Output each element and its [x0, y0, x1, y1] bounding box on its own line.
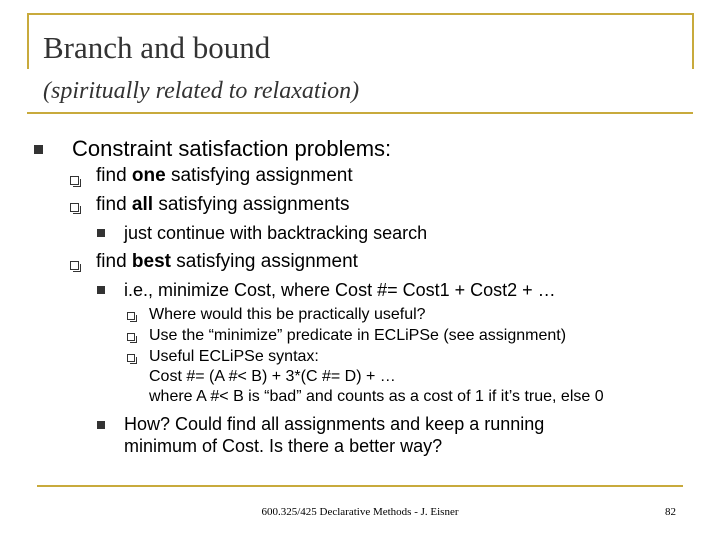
bullet-level3-minimize: i.e., minimize Cost, where Cost #= Cost1 + Cost2 + … — [124, 280, 556, 300]
bullet-square-icon — [97, 229, 105, 237]
title-frame-right — [692, 13, 694, 69]
title-divider — [27, 112, 693, 114]
bullet-square-icon — [97, 421, 105, 429]
page-number: 82 — [665, 506, 676, 518]
bullet-hollow-square-icon — [127, 354, 135, 362]
bullet-level4-syntax-heading: Useful ECLiPSe syntax: — [149, 348, 319, 365]
bullet-hollow-square-icon — [70, 176, 79, 185]
bullet-level4-syntax-code: Cost #= (A #< B) + 3*(C #= D) + … — [149, 368, 396, 385]
bullet-hollow-square-icon — [70, 203, 79, 212]
bullet-level3-how-line1: How? Could find all assignments and keep a running — [124, 414, 545, 434]
bullet-level4-syntax-explanation: where A #< B is “bad” and counts as a cost of 1 if it’s true, else 0 — [149, 388, 604, 405]
bullet-level4-minimize-predicate: Use the “minimize” predicate in ECLiPSe (see assignment) — [149, 327, 567, 344]
bullet-level2-all: find all satisfying assignments — [96, 194, 350, 215]
bullet-hollow-square-icon — [127, 312, 135, 320]
slide-footer: 600.325/425 Declarative Methods - J. Eisner — [261, 506, 459, 518]
bullet-level1: Constraint satisfaction problems: — [72, 136, 392, 161]
bullet-level3-backtracking: just continue with backtracking search — [124, 223, 428, 243]
slide-subtitle: (spiritually related to relaxation) — [43, 78, 360, 104]
bullet-hollow-square-icon — [70, 261, 79, 270]
bullet-level4-useful: Where would this be practically useful? — [149, 306, 426, 323]
bullet-level2-best: find best satisfying assignment — [96, 251, 358, 272]
bullet-square-icon — [97, 286, 105, 294]
bullet-square-icon — [34, 145, 43, 154]
footer-divider — [37, 485, 683, 487]
title-frame-top — [27, 13, 693, 15]
slide-title: Branch and bound — [43, 30, 271, 65]
bullet-level2-one: find one satisfying assignment — [96, 165, 353, 186]
bullet-hollow-square-icon — [127, 333, 135, 341]
title-frame-left — [27, 13, 29, 69]
bullet-level3-how-line2: minimum of Cost. Is there a better way? — [124, 436, 443, 456]
